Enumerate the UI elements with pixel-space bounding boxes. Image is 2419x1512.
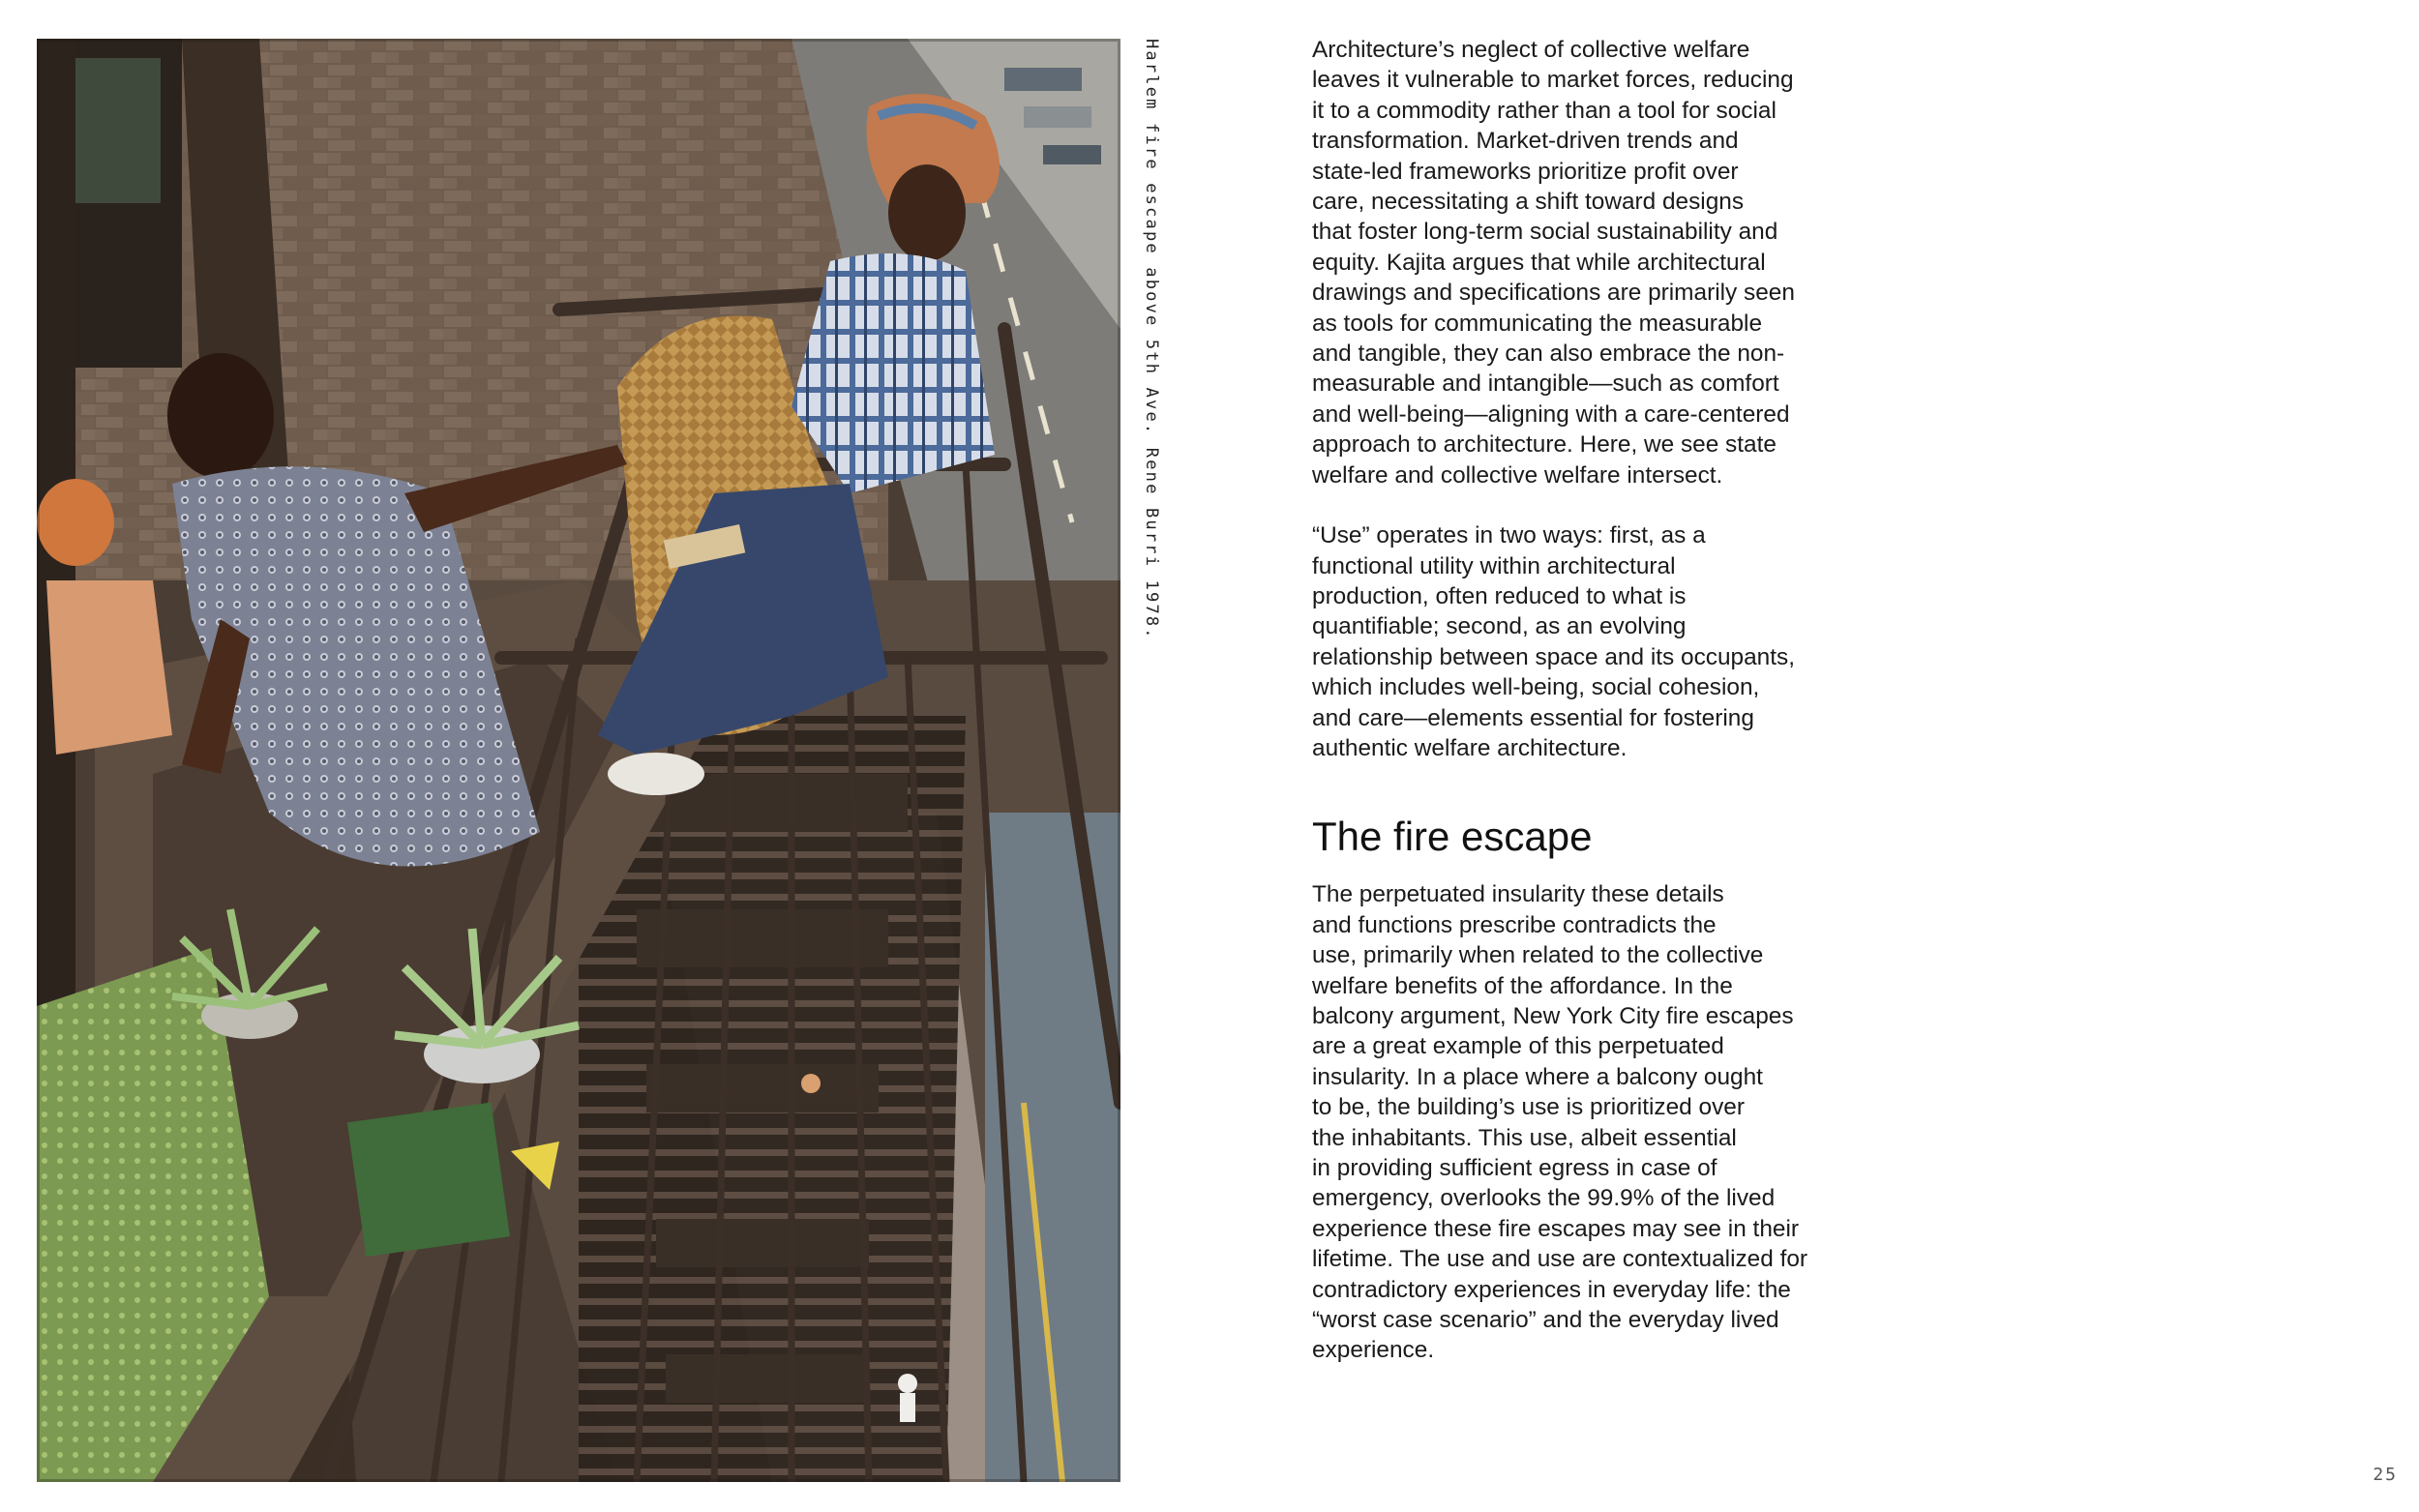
paragraph-welfare: Architecture’s neglect of collective welfare leaves it vulnerable to market forces, reducing it to a commodity rather than a tool for social transformation. Market-driven trends and state-led frameworks prioritize profit over care, necessitating a shift toward designs that foster long-term social sustainability and equity. Kajita argues that while architectural drawings and specifications are primarily seen as tools for communicating the measurable and tangible, they can also embrace the non- measurable and intangible—such as comfort and well-being—aligning with a care-centered approach to architecture. Here, we see state welfare and collective welfare intersect. xyxy=(1312,37,1795,489)
harlem-fire-escape-photo xyxy=(37,39,1120,1482)
photo-caption: Harlem fire escape above 5th Ave. Rene Burri 1978. xyxy=(1142,39,1161,640)
paragraph-fire-escape: The perpetuated insularity these details and functions prescribe contradicts the use, primarily when related to the collective welfare benefits of the affordance. In the balcony argument, New York City fire escapes are a great example of this perpetuated insularity. In a place where a balcony ought to be, the building’s use is prioritized over the inhabitants. This use, albeit essential in providing sufficient egress in case of emergency, overlooks the 99.9% of the lived experience these fire escapes may see in their lifetime. The use and use are contextualized for contradictory experiences in everyday life: the “worst case scenario” and the everyday lived experience. xyxy=(1312,881,1808,1364)
paragraph-use: “Use” operates in two ways: first, as a functional utility within architectural production, often reduced to what is quantifiable; second, as an evolving relationship between space and its occupants, which includes well-being, social cohesion, and care—elements essential for fostering authentic welfare architecture. xyxy=(1312,522,1795,761)
photo-illustration xyxy=(37,39,1120,1482)
page-number: 25 xyxy=(2373,1465,2398,1485)
text-column xyxy=(1312,35,1854,1366)
section-heading-fire-escape: The fire escape xyxy=(1312,814,1593,860)
